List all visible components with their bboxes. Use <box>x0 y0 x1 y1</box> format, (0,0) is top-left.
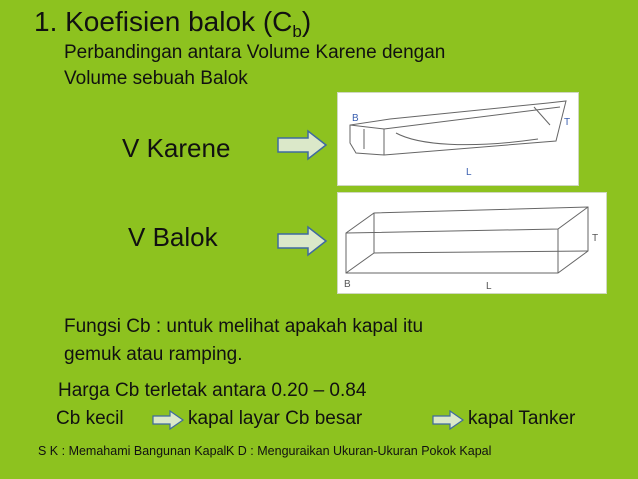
karene-hull-drawing <box>337 92 579 186</box>
v-balok-label: V Balok <box>128 222 218 252</box>
cb-kecil-label: Cb kecil <box>56 408 124 429</box>
arrow-right-icon <box>152 410 184 430</box>
kapal-layar-label: kapal layar Cb besar <box>188 408 363 429</box>
harga-line: Harga Cb terletak antara 0.20 – 0.84 <box>58 380 367 401</box>
v-karene-label: V Karene <box>122 133 231 163</box>
footer-kd: K D : Menguraikan Ukuran-Ukuran Pokok Kapal <box>226 444 492 458</box>
karene-label-b: B <box>352 113 359 124</box>
arrow-right-icon <box>276 224 328 258</box>
balok-label-t: T <box>592 233 599 244</box>
slide-title: 1. Koefisien balok $(C_b)$ <box>34 6 312 41</box>
karene-label-l: L <box>466 167 472 178</box>
subtitle-line-1: Perbandingan antara Volume Karene dengan <box>64 42 446 63</box>
kapal-tanker-label: kapal Tanker <box>468 408 576 429</box>
fungsi-line-1: Fungsi Cb : untuk melihat apakah kapal itu <box>64 316 424 337</box>
arrow-right-icon <box>276 128 328 162</box>
arrow-right-icon <box>432 410 464 430</box>
balok-label-b: B <box>344 279 351 290</box>
fungsi-line-2: gemuk atau ramping. <box>64 344 243 365</box>
karene-label-t: T <box>564 117 571 128</box>
subtitle-line-2: Volume sebuah Balok <box>64 68 248 89</box>
balok-box-drawing <box>337 192 607 294</box>
balok-label-l: L <box>486 281 492 292</box>
footer-sk: S K : Memahami Bangunan Kapal <box>38 444 227 458</box>
